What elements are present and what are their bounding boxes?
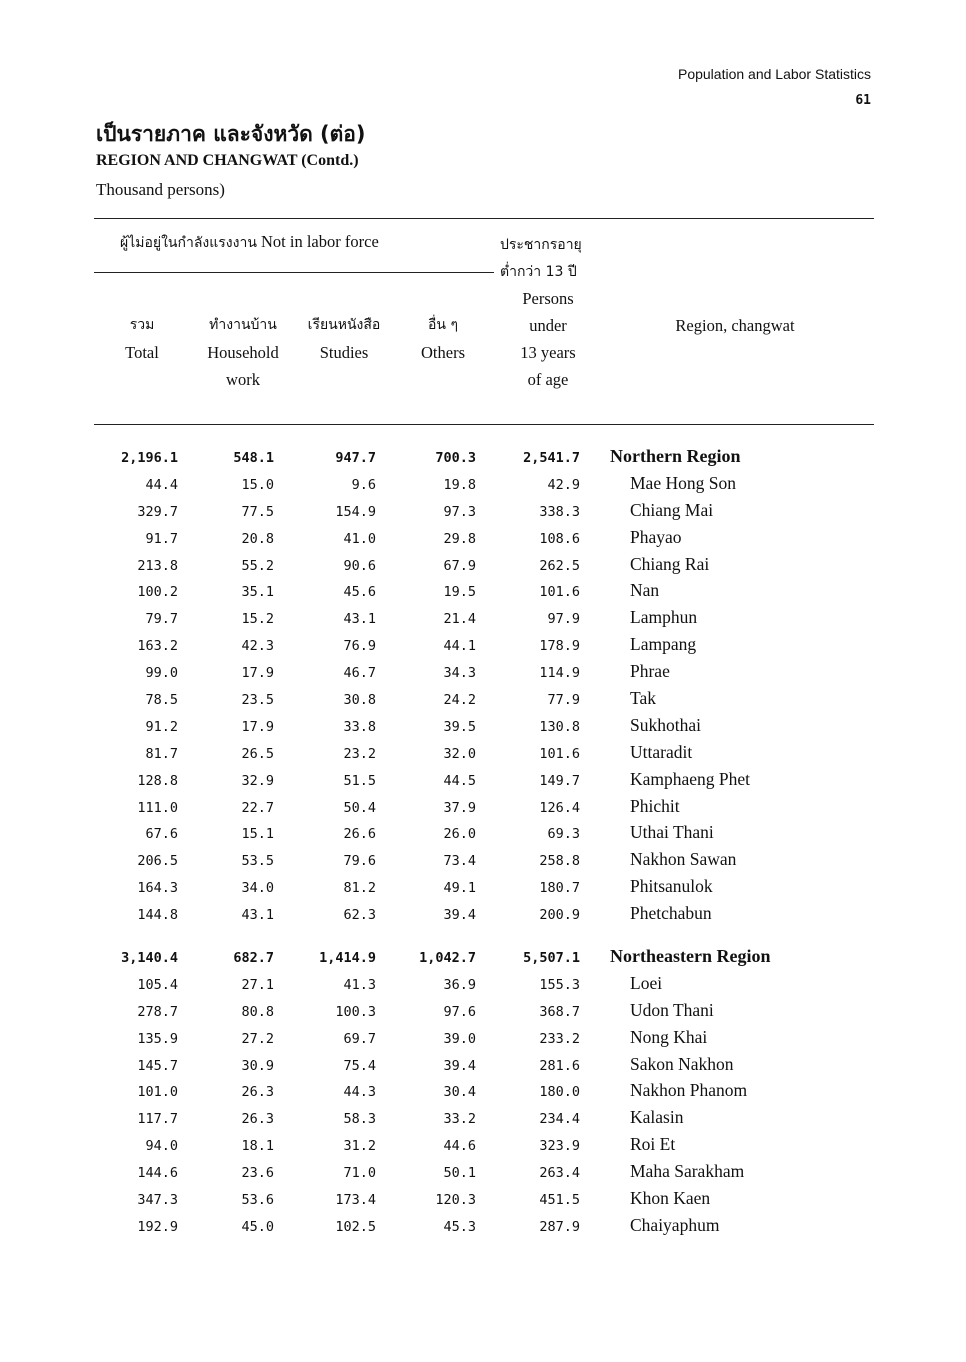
cell-household-work: 23.5	[241, 692, 274, 709]
cell-under-13: 234.4	[539, 1111, 580, 1128]
cell-under-13: 233.2	[539, 1030, 580, 1047]
col-header-total	[106, 312, 178, 366]
cell-total: 111.0	[137, 799, 178, 816]
changwat-name: Mae Hong Son	[630, 472, 736, 493]
cell-household-work: 77.5	[241, 503, 274, 520]
cell-others: 29.8	[443, 530, 476, 547]
cell-under-13: 258.8	[539, 853, 580, 870]
col-household-thai: ทำงานบ้าน	[209, 317, 277, 333]
cell-others: 36.9	[443, 976, 476, 993]
cell-studies: 26.6	[343, 826, 376, 843]
cell-others: 120.3	[435, 1192, 476, 1209]
cell-total: 278.7	[137, 1003, 178, 1020]
col-others-thai: อื่น ๆ	[428, 317, 458, 333]
cell-others: 39.0	[443, 1030, 476, 1047]
changwat-name: Kamphaeng Phet	[630, 768, 751, 789]
cell-others: 44.1	[443, 638, 476, 655]
cell-others: 73.4	[443, 853, 476, 870]
cell-studies: 31.2	[343, 1138, 376, 1155]
cell-studies: 154.9	[335, 503, 376, 520]
table-row	[0, 1159, 966, 1186]
cell-household-work: 20.8	[241, 530, 274, 547]
col-header-region	[630, 312, 840, 339]
changwat-name: Kalasin	[630, 1107, 684, 1128]
table-row	[0, 847, 966, 874]
cell-under-13: 263.4	[539, 1165, 580, 1182]
table-row	[0, 767, 966, 794]
cell-under-13: 178.9	[539, 638, 580, 655]
col-household-english: Household	[207, 343, 279, 362]
cell-studies: 41.0	[343, 530, 376, 547]
cell-under-13: 155.3	[539, 976, 580, 993]
cell-total: 81.7	[145, 745, 178, 762]
cell-household-work: 42.3	[241, 638, 274, 655]
cell-studies: 75.4	[343, 1057, 376, 1074]
cell-others: 50.1	[443, 1165, 476, 1182]
cell-studies: 947.7	[335, 450, 376, 466]
cell-household-work: 32.9	[241, 772, 274, 789]
changwat-name: Uthai Thani	[630, 822, 714, 843]
cell-under-13: 368.7	[539, 1003, 580, 1020]
cell-others: 97.3	[443, 503, 476, 520]
cell-household-work: 682.7	[233, 950, 274, 967]
cell-under-13: 262.5	[539, 557, 580, 574]
changwat-name: Chiang Rai	[630, 553, 710, 574]
cell-others: 34.3	[443, 665, 476, 682]
changwat-name: Udon Thani	[630, 999, 714, 1020]
cell-household-work: 15.1	[241, 826, 274, 843]
cell-others: 32.0	[443, 745, 476, 762]
cell-total: 192.9	[137, 1218, 178, 1235]
col-total-english: Total	[125, 343, 159, 362]
changwat-name: Chaiyaphum	[630, 1214, 720, 1235]
table-row	[0, 1213, 966, 1240]
changwat-name: Phetchabun	[630, 903, 712, 924]
cell-household-work: 35.1	[241, 584, 274, 601]
cell-under-13: 126.4	[539, 799, 580, 816]
cell-studies: 90.6	[343, 557, 376, 574]
table-row	[0, 998, 966, 1025]
cell-others: 44.5	[443, 772, 476, 789]
cell-studies: 173.4	[335, 1192, 376, 1209]
table-row	[0, 1186, 966, 1213]
col-region-english: Region, changwat	[675, 316, 795, 335]
cell-total: 2,196.1	[121, 450, 178, 466]
cell-household-work: 23.6	[241, 1165, 274, 1182]
cell-household-work: 17.9	[241, 665, 274, 682]
under13-thai-line1: ประชากรอายุ	[500, 237, 582, 253]
top-rule	[94, 218, 874, 219]
running-title: Population and Labor Statistics	[677, 66, 871, 82]
cell-household-work: 55.2	[241, 557, 274, 574]
changwat-name: Khon Kaen	[630, 1188, 711, 1209]
cell-studies: 51.5	[343, 772, 376, 789]
cell-others: 26.0	[443, 826, 476, 843]
changwat-name: Phrae	[630, 661, 670, 682]
cell-total: 163.2	[137, 638, 178, 655]
region-name: Northern Region	[610, 446, 741, 466]
changwat-name: Lampang	[630, 634, 697, 655]
cell-under-13: 5,507.1	[523, 950, 580, 967]
col-studies-thai: เรียนหนังสือ	[307, 317, 381, 333]
cell-others: 67.9	[443, 557, 476, 574]
cell-household-work: 15.0	[241, 476, 274, 493]
changwat-name: Nan	[630, 580, 660, 601]
cell-under-13: 180.0	[539, 1084, 580, 1101]
cell-studies: 43.1	[343, 611, 376, 628]
cell-studies: 71.0	[343, 1165, 376, 1182]
cell-under-13: 77.9	[547, 692, 580, 709]
cell-household-work: 548.1	[233, 450, 274, 466]
changwat-name: Sukhothai	[630, 714, 701, 735]
cell-others: 1,042.7	[419, 950, 476, 967]
cell-total: 105.4	[137, 976, 178, 993]
page-number: 61	[855, 93, 871, 108]
cell-under-13: 2,541.7	[523, 450, 580, 466]
table-title-english: REGION AND CHANGWAT (Contd.)	[96, 152, 359, 169]
col-under13-line4: of age	[527, 370, 569, 389]
cell-under-13: 97.9	[547, 611, 580, 628]
cell-others: 19.5	[443, 584, 476, 601]
cell-others: 19.8	[443, 476, 476, 493]
cell-household-work: 45.0	[241, 1218, 274, 1235]
cell-household-work: 34.0	[241, 880, 274, 897]
cell-under-13: 149.7	[539, 772, 580, 789]
cell-under-13: 114.9	[539, 665, 580, 682]
cell-studies: 50.4	[343, 799, 376, 816]
cell-others: 45.3	[443, 1218, 476, 1235]
not-in-labor-force-header	[120, 232, 465, 254]
table-row	[0, 471, 966, 498]
changwat-name: Maha Sarakham	[630, 1161, 745, 1182]
cell-others: 700.3	[435, 450, 476, 466]
cell-household-work: 43.1	[241, 907, 274, 924]
cell-total: 44.4	[145, 476, 178, 493]
table-body	[0, 444, 966, 1240]
cell-household-work: 26.3	[241, 1111, 274, 1128]
cell-total: 3,140.4	[121, 950, 178, 967]
cell-under-13: 287.9	[539, 1218, 580, 1235]
cell-total: 347.3	[137, 1192, 178, 1209]
changwat-name: Nakhon Phanom	[630, 1080, 748, 1101]
table-row	[0, 713, 966, 740]
cell-total: 100.2	[137, 584, 178, 601]
cell-under-13: 101.6	[539, 745, 580, 762]
table-row	[0, 794, 966, 821]
region-name: Northeastern Region	[610, 946, 771, 967]
table-row	[0, 1132, 966, 1159]
col-others-english: Others	[421, 343, 465, 362]
table-row	[0, 686, 966, 713]
col-total-thai: รวม	[129, 317, 155, 333]
cell-studies: 9.6	[351, 476, 376, 493]
cell-others: 44.6	[443, 1138, 476, 1155]
col-header-household	[196, 312, 290, 393]
cell-household-work: 30.9	[241, 1057, 274, 1074]
cell-others: 39.4	[443, 1057, 476, 1074]
cell-studies: 69.7	[343, 1030, 376, 1047]
cell-household-work: 17.9	[241, 718, 274, 735]
header-bottom-rule	[94, 424, 874, 425]
cell-studies: 23.2	[343, 745, 376, 762]
changwat-name: Phitsanulok	[630, 876, 713, 897]
cell-studies: 79.6	[343, 853, 376, 870]
cell-others: 24.2	[443, 692, 476, 709]
cell-under-13: 323.9	[539, 1138, 580, 1155]
cell-studies: 46.7	[343, 665, 376, 682]
changwat-name: Loei	[630, 972, 663, 993]
region-row	[0, 944, 966, 971]
group-header-thai: ผู้ไม่อยู่ในกำลังแรงงาน	[120, 235, 257, 251]
table-row	[0, 1052, 966, 1079]
table-row	[0, 578, 966, 605]
changwat-name: Phayao	[630, 526, 682, 547]
cell-total: 94.0	[145, 1138, 178, 1155]
cell-under-13: 69.3	[547, 826, 580, 843]
cell-under-13: 180.7	[539, 880, 580, 897]
cell-total: 91.7	[145, 530, 178, 547]
cell-studies: 33.8	[343, 718, 376, 735]
region-row	[0, 444, 966, 471]
cell-household-work: 27.1	[241, 976, 274, 993]
cell-others: 39.4	[443, 907, 476, 924]
table-row	[0, 525, 966, 552]
col-studies-english: Studies	[319, 343, 369, 362]
cell-household-work: 22.7	[241, 799, 274, 816]
table-row	[0, 1078, 966, 1105]
cell-studies: 100.3	[335, 1003, 376, 1020]
table-row	[0, 498, 966, 525]
cell-total: 164.3	[137, 880, 178, 897]
under13-header-thai	[500, 232, 582, 286]
cell-under-13: 130.8	[539, 718, 580, 735]
changwat-name: Nong Khai	[630, 1026, 708, 1047]
cell-household-work: 15.2	[241, 611, 274, 628]
cell-studies: 44.3	[343, 1084, 376, 1101]
cell-total: 79.7	[145, 611, 178, 628]
cell-studies: 102.5	[335, 1218, 376, 1235]
cell-studies: 58.3	[343, 1111, 376, 1128]
cell-others: 37.9	[443, 799, 476, 816]
cell-household-work: 27.2	[241, 1030, 274, 1047]
table-row	[0, 740, 966, 767]
cell-household-work: 18.1	[241, 1138, 274, 1155]
cell-others: 33.2	[443, 1111, 476, 1128]
cell-total: 213.8	[137, 557, 178, 574]
table-row	[0, 632, 966, 659]
cell-household-work: 53.6	[241, 1192, 274, 1209]
cell-total: 99.0	[145, 665, 178, 682]
changwat-name: Nakhon Sawan	[630, 849, 737, 870]
cell-total: 144.8	[137, 907, 178, 924]
table-title-thai: เป็นรายภาค และจังหวัด (ต่อ)	[96, 122, 366, 146]
cell-under-13: 451.5	[539, 1192, 580, 1209]
cell-total: 135.9	[137, 1030, 178, 1047]
cell-studies: 30.8	[343, 692, 376, 709]
col-under13-line2: under	[529, 316, 567, 335]
cell-household-work: 80.8	[241, 1003, 274, 1020]
changwat-name: Roi Et	[630, 1134, 676, 1155]
col-household-english2: work	[226, 370, 260, 389]
cell-others: 49.1	[443, 880, 476, 897]
cell-total: 145.7	[137, 1057, 178, 1074]
cell-others: 39.5	[443, 718, 476, 735]
cell-under-13: 42.9	[547, 476, 580, 493]
col-header-studies	[296, 312, 392, 366]
cell-studies: 62.3	[343, 907, 376, 924]
table-row	[0, 605, 966, 632]
cell-total: 206.5	[137, 853, 178, 870]
table-row	[0, 820, 966, 847]
changwat-name: Lamphun	[630, 607, 698, 628]
cell-studies: 45.6	[343, 584, 376, 601]
col-header-under13	[500, 285, 596, 393]
col-header-others	[406, 312, 480, 366]
cell-under-13: 200.9	[539, 907, 580, 924]
changwat-name: Phichit	[630, 795, 680, 816]
unit-note: Thousand persons)	[96, 180, 225, 199]
col-under13-line3: 13 years	[520, 343, 576, 362]
table-row	[0, 659, 966, 686]
table-row	[0, 552, 966, 579]
table-row	[0, 1025, 966, 1052]
col-under13-line1: Persons	[522, 289, 574, 308]
cell-total: 329.7	[137, 503, 178, 520]
cell-total: 128.8	[137, 772, 178, 789]
cell-others: 97.6	[443, 1003, 476, 1020]
table-row	[0, 1105, 966, 1132]
cell-household-work: 26.3	[241, 1084, 274, 1101]
cell-total: 78.5	[145, 692, 178, 709]
changwat-name: Chiang Mai	[630, 499, 714, 520]
cell-under-13: 338.3	[539, 503, 580, 520]
group-underline	[94, 272, 494, 273]
cell-studies: 41.3	[343, 976, 376, 993]
group-header-english: Not in labor force	[261, 232, 379, 251]
cell-others: 30.4	[443, 1084, 476, 1101]
cell-total: 67.6	[145, 826, 178, 843]
cell-under-13: 108.6	[539, 530, 580, 547]
cell-studies: 1,414.9	[319, 950, 376, 967]
cell-under-13: 101.6	[539, 584, 580, 601]
cell-household-work: 53.5	[241, 853, 274, 870]
cell-total: 144.6	[137, 1165, 178, 1182]
cell-household-work: 26.5	[241, 745, 274, 762]
cell-studies: 76.9	[343, 638, 376, 655]
cell-total: 91.2	[145, 718, 178, 735]
cell-total: 101.0	[137, 1084, 178, 1101]
under13-thai-line2: ต่ำกว่า 13 ปี	[500, 264, 577, 280]
changwat-name: Uttaradit	[630, 741, 693, 762]
cell-studies: 81.2	[343, 880, 376, 897]
table-row	[0, 874, 966, 901]
cell-total: 117.7	[137, 1111, 178, 1128]
changwat-name: Tak	[630, 688, 656, 709]
cell-under-13: 281.6	[539, 1057, 580, 1074]
table-row	[0, 901, 966, 928]
cell-others: 21.4	[443, 611, 476, 628]
changwat-name: Sakon Nakhon	[630, 1053, 734, 1074]
table-row	[0, 971, 966, 998]
